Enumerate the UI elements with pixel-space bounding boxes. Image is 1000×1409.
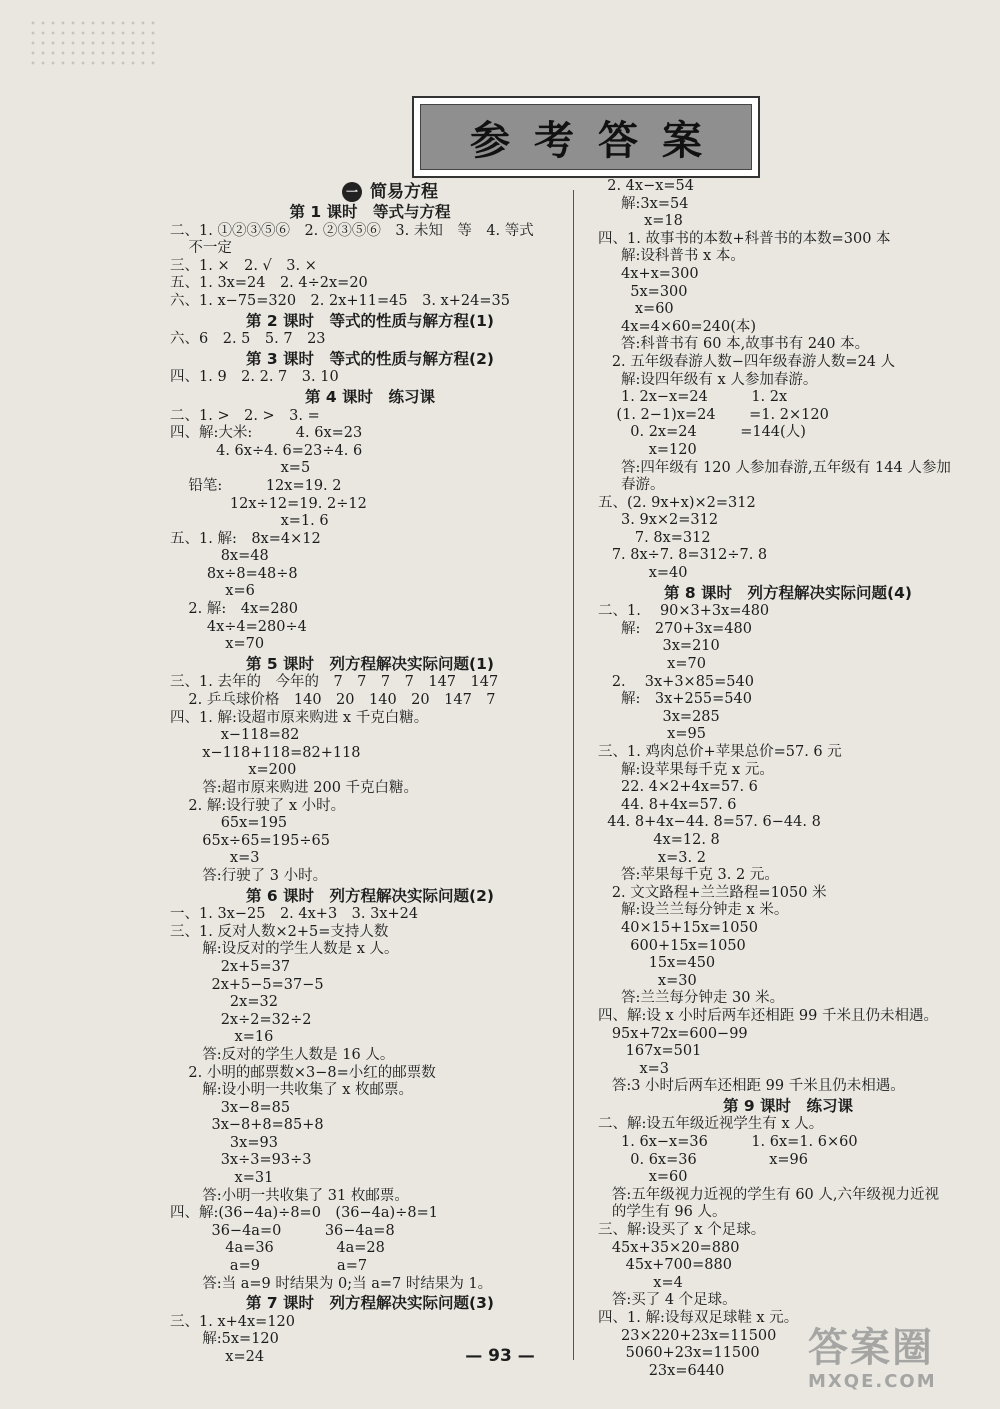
lesson-heading: 第 4 课时 练习课 bbox=[304, 387, 436, 406]
answer-line: x=120 bbox=[598, 441, 697, 458]
answer-line: 答:四年级有 120 人参加春游,五年级有 144 人参加 bbox=[598, 459, 951, 476]
answer-line: 23x=6440 bbox=[598, 1362, 725, 1379]
answer-line: 2. 小明的邮票数×3−8=小红的邮票数 bbox=[170, 1064, 436, 1081]
answer-line: x=5 bbox=[170, 460, 311, 477]
answer-line: 2. 五年级春游人数−四年级春游人数=24 人 bbox=[598, 353, 896, 370]
answer-line: 2. 4x−x=54 bbox=[598, 178, 694, 194]
lesson-heading: 第 2 课时 等式的性质与解方程(1) bbox=[245, 311, 495, 330]
answer-line: 2. 解:设行驶了 x 小时。 bbox=[170, 797, 346, 814]
answer-line: 2x+5=37 bbox=[170, 958, 291, 975]
answer-line: x=40 bbox=[598, 565, 688, 582]
answer-line: 一、1. 3x−25 2. 4x+3 3. 3x+24 bbox=[170, 906, 419, 923]
answer-line: x=60 bbox=[598, 301, 674, 318]
answer-line: 四、解:设 x 小时后两车还相距 99 千米且仍未相遇。 bbox=[598, 1007, 938, 1024]
column-divider bbox=[573, 190, 574, 1360]
answer-line: 44. 8+4x=57. 6 bbox=[598, 796, 737, 813]
answer-line: 的学生有 96 人。 bbox=[598, 1204, 727, 1221]
answer-line: 3x−8=85 bbox=[170, 1099, 291, 1116]
answer-line: 二、1. ①②③⑤⑥ 2. ②③⑤⑥ 3. 未知 等 4. 等式 bbox=[170, 222, 534, 239]
answer-line: x=3 bbox=[170, 850, 260, 867]
answer-line: 45x+700=880 bbox=[598, 1257, 732, 1274]
answer-line: 1. 2x−x=24 1. 2x bbox=[598, 389, 788, 406]
answer-line: 2. 文文路程+兰兰路程=1050 米 bbox=[598, 884, 827, 901]
answer-line: 95x+72x=600−99 bbox=[598, 1025, 748, 1042]
answer-line: 答:反对的学生人数是 16 人。 bbox=[170, 1046, 395, 1063]
answer-line: 4x=12. 8 bbox=[598, 831, 720, 848]
left-column bbox=[170, 178, 570, 1367]
answer-line: 解: 3x+255=540 bbox=[598, 691, 752, 708]
answer-line: 四、解:(36−4a)÷8=0 (36−4a)÷8=1 bbox=[170, 1205, 438, 1222]
lesson-heading: 第 6 课时 列方程解决实际问题(2) bbox=[245, 886, 495, 905]
answer-line: 四、1. 解:设每双足球鞋 x 元。 bbox=[598, 1310, 799, 1326]
answer-line: 22. 4×2+4x=57. 6 bbox=[598, 779, 758, 796]
answer-line: 2. 解: 4x=280 bbox=[170, 601, 298, 618]
answer-line: 五、1. 解: 8x=4×12 bbox=[170, 530, 321, 547]
answer-line: 3x÷3=93÷3 bbox=[170, 1152, 312, 1169]
answer-line: x=200 bbox=[170, 762, 297, 779]
corner-dot-pattern bbox=[28, 18, 158, 70]
answer-line: 三、1. 鸡肉总价+苹果总价=57. 6 元 bbox=[598, 744, 842, 760]
answer-line: 解:设四年级有 x 人参加春游。 bbox=[598, 371, 818, 388]
lesson-heading: 第 8 课时 列方程解决实际问题(4) bbox=[663, 583, 913, 602]
answer-line: 铅笔: 12x=19. 2 bbox=[170, 477, 342, 494]
answer-line: x=3 bbox=[598, 1060, 670, 1077]
answer-line: 答:3 小时后两车还相距 99 千米且仍未相遇。 bbox=[598, 1078, 905, 1095]
answer-line: x=1. 6 bbox=[170, 513, 329, 530]
answer-line: 解: 270+3x=480 bbox=[598, 620, 752, 637]
answer-line: 8x=48 bbox=[170, 548, 269, 565]
answer-line: 五、1. 3x=24 2. 4÷2x=20 bbox=[170, 275, 368, 292]
answer-key-header bbox=[412, 96, 760, 178]
answer-line: 二、1. 90×3+3x=480 bbox=[598, 603, 770, 620]
watermark-text: 答案圈 bbox=[808, 1325, 934, 1371]
answer-line: 答:苹果每千克 3. 2 元。 bbox=[598, 867, 779, 884]
answer-line: a=9 a=7 bbox=[170, 1258, 368, 1275]
answer-line: 4a=36 4a=28 bbox=[170, 1240, 385, 1257]
answer-line: x=16 bbox=[170, 1029, 274, 1046]
answer-line: 40×15+15x=1050 bbox=[598, 919, 758, 936]
answer-line: 15x=450 bbox=[598, 955, 716, 972]
page-number: — 93 — bbox=[465, 1346, 535, 1366]
answer-line: 600+15x=1050 bbox=[598, 937, 746, 954]
answer-line: 答:小明一共收集了 31 枚邮票。 bbox=[170, 1187, 409, 1204]
answer-line: 四、1. 故事书的本数+科普书的本数=300 本 bbox=[598, 230, 891, 247]
answer-line: 解:设科普书 x 本。 bbox=[598, 248, 745, 265]
answer-line: 解:5x=120 bbox=[170, 1331, 279, 1348]
right-answer-lines bbox=[598, 178, 978, 1380]
answer-line: x=70 bbox=[170, 636, 265, 653]
answer-line: 3x=93 bbox=[170, 1134, 278, 1151]
answer-line: 解:3x=54 bbox=[598, 195, 689, 212]
answer-line: 3x=210 bbox=[598, 638, 720, 655]
answer-line: 六、1. x−75=320 2. 2x+11=45 3. x+24=35 bbox=[170, 292, 510, 309]
answer-line: 2x=32 bbox=[170, 994, 278, 1011]
answer-line: 三、1. 去年的 今年的 7 7 7 7 147 147 bbox=[170, 674, 499, 691]
answer-line: 65x=195 bbox=[170, 815, 288, 832]
answer-line: x=30 bbox=[598, 972, 697, 989]
answer-line: 12x÷12=19. 2÷12 bbox=[170, 495, 367, 512]
answer-line: 二、1. > 2. > 3. = bbox=[170, 407, 320, 424]
answer-line: x=3. 2 bbox=[598, 849, 706, 866]
answer-line: x−118=82 bbox=[170, 727, 300, 744]
chapter-title-text: 简易方程 bbox=[370, 182, 438, 202]
answer-line: 四、1. 解:设超市原来购进 x 千克白糖。 bbox=[170, 709, 429, 726]
answer-line: 0. 2x=24 =144(人) bbox=[598, 424, 806, 441]
answer-line: x=95 bbox=[598, 726, 706, 743]
lesson-heading: 第 7 课时 列方程解决实际问题(3) bbox=[245, 1294, 495, 1313]
answer-line: x=60 bbox=[598, 1169, 688, 1186]
answer-line: 答:兰兰每分钟走 30 米。 bbox=[598, 990, 785, 1007]
answer-line: x=24 bbox=[170, 1349, 265, 1365]
answer-line: (1. 2−1)x=24 =1. 2×120 bbox=[598, 406, 829, 423]
answer-line: 答:科普书有 60 本,故事书有 240 本。 bbox=[598, 336, 870, 353]
answer-line: 答:行驶了 3 小时。 bbox=[170, 867, 328, 884]
answer-line: 23×220+23x=11500 bbox=[598, 1327, 777, 1344]
lesson-heading: 第 9 课时 练习课 bbox=[722, 1096, 854, 1115]
left-answer-lines bbox=[170, 204, 570, 1367]
answer-line: 答:当 a=9 时结果为 0;当 a=7 时结果为 1。 bbox=[170, 1275, 493, 1292]
chapter-title bbox=[170, 182, 570, 202]
answer-line: x=6 bbox=[170, 583, 255, 600]
answer-line: 7. 8x=312 bbox=[598, 529, 711, 546]
answer-line: 8x÷8=48÷8 bbox=[170, 565, 298, 582]
answer-line: 0. 6x=36 x=96 bbox=[598, 1151, 808, 1168]
header-title: 参考答案 bbox=[470, 117, 726, 164]
lesson-heading: 第 5 课时 列方程解决实际问题(1) bbox=[245, 654, 495, 673]
answer-line: 答:五年级视力近视的学生有 60 人,六年级视力近视 bbox=[598, 1186, 939, 1203]
answer-line: 2x÷2=32÷2 bbox=[170, 1011, 312, 1028]
answer-line: 36−4a=0 36−4a=8 bbox=[170, 1222, 395, 1239]
answer-line: 三、1. x+4x=120 bbox=[170, 1313, 295, 1330]
answer-line: 答:超市原来购进 200 千克白糖。 bbox=[170, 780, 419, 796]
watermark-url: MXQE.COM bbox=[808, 1371, 937, 1392]
answer-line: 六、6 2. 5 5. 7 23 bbox=[170, 331, 326, 348]
answer-line: 4x÷4=280÷4 bbox=[170, 618, 307, 635]
answer-line: 三、1. × 2. √ 3. × bbox=[170, 257, 317, 274]
answer-line: 1. 6x−x=36 1. 6x=1. 6×60 bbox=[598, 1134, 858, 1151]
lesson-heading: 第 3 课时 等式的性质与解方程(2) bbox=[245, 349, 495, 368]
answer-line: 解:设反对的学生人数是 x 人。 bbox=[170, 941, 399, 958]
lesson-heading: 第 1 课时 等式与方程 bbox=[289, 203, 451, 221]
answer-line: 四、1. 9 2. 2. 7 3. 10 bbox=[170, 369, 339, 386]
answer-line: 不一定 bbox=[170, 240, 232, 257]
answer-line: 3. 9x×2=312 bbox=[598, 512, 719, 529]
answer-line: 答:买了 4 个足球。 bbox=[598, 1292, 737, 1309]
chapter-number-badge: 一 bbox=[342, 182, 362, 202]
answer-line: 5060+23x=11500 bbox=[598, 1345, 760, 1362]
answer-line: 45x+35×20=880 bbox=[598, 1239, 740, 1256]
answer-line: 3x−8+8=85+8 bbox=[170, 1117, 324, 1134]
answer-line: 五、(2. 9x+x)×2=312 bbox=[598, 494, 756, 511]
answer-line: x=4 bbox=[598, 1274, 683, 1291]
answer-line: 2. 3x+3×85=540 bbox=[598, 673, 754, 690]
answer-line: 3x=285 bbox=[598, 708, 720, 725]
watermark-logo bbox=[808, 1325, 986, 1399]
right-column bbox=[598, 178, 978, 1380]
answer-line: 三、解:设买了 x 个足球。 bbox=[598, 1222, 766, 1239]
answer-line: 4. 6x÷4. 6=23÷4. 6 bbox=[170, 442, 363, 459]
answer-line: x−118+118=82+118 bbox=[170, 744, 361, 761]
answer-line: 4x=4×60=240(本) bbox=[598, 318, 757, 335]
answer-line: 44. 8+4x−44. 8=57. 6−44. 8 bbox=[598, 814, 821, 831]
answer-line: 春游。 bbox=[598, 477, 665, 494]
answer-line: x=70 bbox=[598, 656, 706, 673]
answer-line: x=18 bbox=[598, 213, 683, 230]
answer-line: 5x=300 bbox=[598, 283, 688, 300]
answer-line: 解:设小明一共收集了 x 枚邮票。 bbox=[170, 1082, 414, 1099]
answer-line: 2x+5−5=37−5 bbox=[170, 976, 324, 993]
answer-line: 解:设兰兰每分钟走 x 米。 bbox=[598, 902, 789, 919]
answer-line: 二、解:设五年级近视学生有 x 人。 bbox=[598, 1116, 824, 1133]
answer-line: 7. 8x÷7. 8=312÷7. 8 bbox=[598, 547, 768, 564]
answer-line: 解:设苹果每千克 x 元。 bbox=[598, 761, 774, 778]
answer-line: 167x=501 bbox=[598, 1043, 702, 1060]
answer-line: 三、1. 反对人数×2+5=支持人数 bbox=[170, 923, 389, 940]
answer-line: 四、解:大米: 4. 6x=23 bbox=[170, 425, 363, 442]
answer-line: 65x÷65=195÷65 bbox=[170, 832, 330, 849]
header-banner bbox=[420, 104, 752, 170]
answer-line: 2. 乒乓球价格 140 20 140 20 147 7 bbox=[170, 692, 496, 709]
answer-line: 4x+x=300 bbox=[598, 265, 699, 282]
answer-line: x=31 bbox=[170, 1170, 274, 1187]
